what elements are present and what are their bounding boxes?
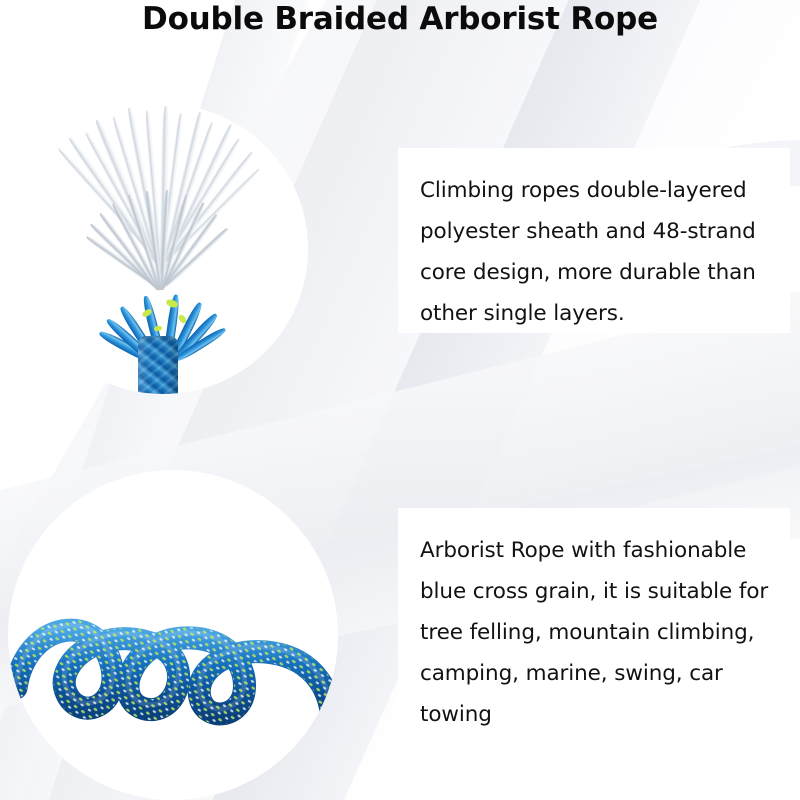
rope-end-artwork	[18, 104, 308, 394]
rope-coil-image	[8, 470, 338, 800]
rope-sheath	[138, 336, 178, 394]
rope-end-frayed-image	[18, 104, 308, 394]
feature-card-construction-text: Climbing ropes double-layered polyester sheath and 48-strand core design, more durable than other single layers.	[420, 178, 756, 326]
feature-card-construction	[398, 148, 790, 333]
feature-card-uses	[398, 508, 790, 750]
page-title: Double Braided Arborist Rope	[142, 1, 658, 37]
rope-coil-artwork	[8, 470, 338, 800]
feature-card-uses-text: Arborist Rope with fashionable blue cross grain, it is suitable for tree felling, mountain climbing, camping, marine, swing, car towing	[420, 538, 769, 727]
